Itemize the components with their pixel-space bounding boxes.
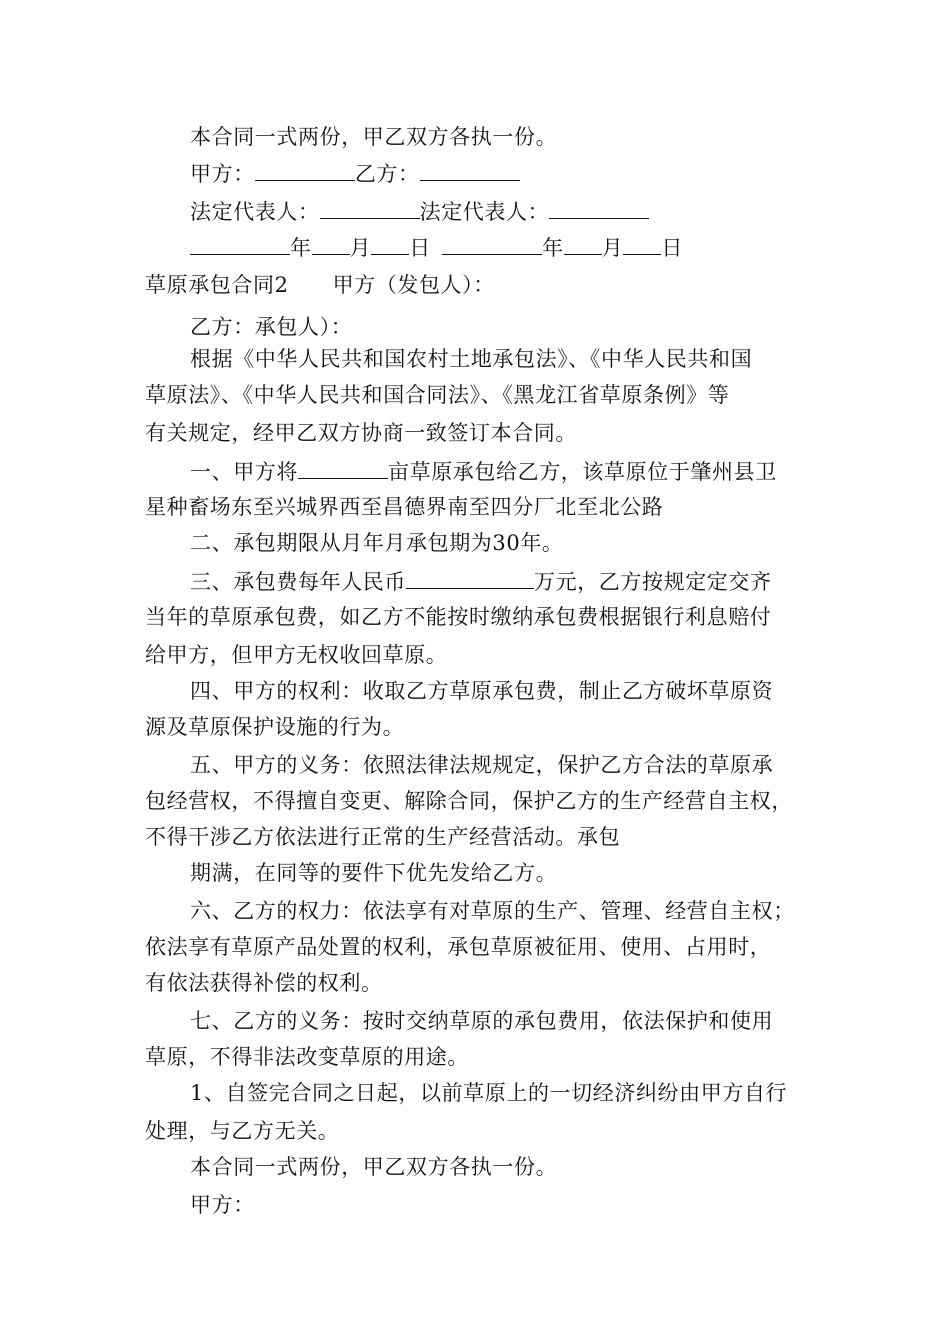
date-a-year-blank xyxy=(190,234,290,255)
legal-rep-line xyxy=(190,198,649,225)
year-label: 年 xyxy=(542,236,564,260)
clause-3-line-3: 给甲方，但甲方无权收回草原。 xyxy=(145,643,448,667)
clause-1-line-1 xyxy=(190,458,777,485)
clause-4-line-2: 源及草原保护设施的行为。 xyxy=(145,715,405,739)
clause-3-suffix: 万元，乙方按规定定交齐 xyxy=(534,570,772,594)
party-b-blank xyxy=(420,160,520,181)
clause-6-line-2: 依法享有草原产品处置的权利，承包草原被征用、使用、占用时， xyxy=(145,935,772,959)
clause-6-line-3: 有依法获得补偿的权利。 xyxy=(145,971,383,995)
para-basis-line-1: 根据《中华人民共和国农村土地承包法》、《中华人民共和国 xyxy=(190,347,753,371)
clause-1-suffix: 亩草原承包给乙方，该草原位于肇州县卫 xyxy=(388,460,777,484)
closing-copies-line-2: 本合同一式两份，甲乙双方各执一份。 xyxy=(190,1155,558,1179)
date-a-month-blank xyxy=(312,234,350,255)
contract-title: 草原承包合同2 xyxy=(145,273,289,297)
contract-heading-line xyxy=(145,272,495,298)
clause-3-prefix: 三、承包费每年人民币 xyxy=(190,570,406,594)
clause-5-line-1: 五、甲方的义务：依照法律法规规定，保护乙方合法的草原承 xyxy=(190,753,774,777)
party-b-label: 乙方： xyxy=(354,162,420,186)
year-label: 年 xyxy=(290,236,312,260)
date-b-day-blank xyxy=(623,234,661,255)
clause-6-line-1: 六、乙方的权力：依法享有对草原的生产、管理、经营自主权； xyxy=(190,899,795,923)
day-label: 日 xyxy=(661,236,683,260)
day-label: 日 xyxy=(409,236,431,260)
month-label: 月 xyxy=(349,236,372,260)
clause-7-line-1: 七、乙方的义务：按时交纳草原的承包费用，依法保护和使用 xyxy=(190,1009,774,1033)
signature-party-line xyxy=(190,160,520,187)
month-label: 月 xyxy=(601,236,624,260)
clause-5-line-2: 包经营权，不得擅自变更、解除合同，保护乙方的生产经营自主权， xyxy=(145,789,793,813)
party-b-contractee-label: 乙方：承包人）： xyxy=(190,315,353,339)
legal-rep-a-blank xyxy=(320,198,420,219)
clause-5-line-3: 不得干涉乙方依法进行正常的生产经营活动。承包 xyxy=(145,825,621,849)
legal-rep-a-label: 法定代表人： xyxy=(190,200,320,224)
clause-2-line: 二、承包期限从月年月承包期为30年。 xyxy=(190,531,564,555)
para-basis-line-3: 有关规定，经甲乙双方协商一致签订本合同。 xyxy=(145,421,577,445)
date-line xyxy=(190,234,683,261)
date-b-month-blank xyxy=(564,234,602,255)
fee-blank xyxy=(406,568,534,589)
date-a-day-blank xyxy=(371,234,409,255)
item-1-line-1: 1、自签完合同之日起，以前草原上的一切经济纠纷由甲方自行 xyxy=(190,1081,788,1105)
clause-4-line-1: 四、甲方的权利：收取乙方草原承包费，制止乙方破坏草原资 xyxy=(190,679,774,703)
legal-rep-b-blank xyxy=(549,198,649,219)
closing-copies-line: 本合同一式两份，甲乙双方各执一份。 xyxy=(190,125,558,149)
clause-1-line-2: 星种畜场东至兴城界西至昌德界南至四分厂北至北公路 xyxy=(145,495,664,519)
clause-7-line-2: 草原，不得非法改变草原的用途。 xyxy=(145,1045,469,1069)
clause-5-line-4: 期满，在同等的要件下优先发给乙方。 xyxy=(190,861,558,885)
legal-rep-b-label: 法定代表人： xyxy=(419,200,550,224)
clause-3-line-1 xyxy=(190,568,772,595)
area-blank xyxy=(298,458,388,479)
item-1-line-2: 处理，与乙方无关。 xyxy=(145,1119,340,1143)
party-a-final-label: 甲方： xyxy=(190,1193,255,1217)
clause-3-line-2: 当年的草原承包费，如乙方不能按时缴纳承包费根据银行利息赔付 xyxy=(145,605,772,629)
party-a-contractor-label: 甲方（发包人）： xyxy=(332,273,495,297)
party-a-blank xyxy=(255,160,355,181)
clause-1-prefix: 一、甲方将 xyxy=(190,460,298,484)
para-basis-line-2: 草原法》、《中华人民共和国合同法》、《黑龙江省草原条例》等 xyxy=(145,383,730,407)
date-b-year-blank xyxy=(442,234,542,255)
party-a-label: 甲方： xyxy=(190,162,255,186)
